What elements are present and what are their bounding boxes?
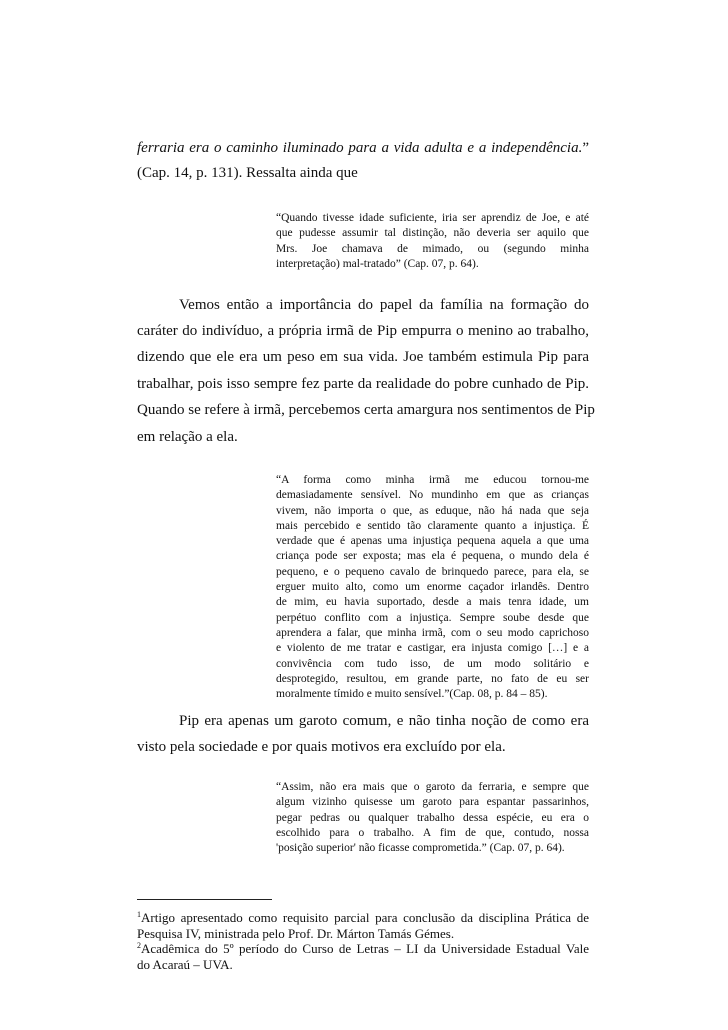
quote-line: pequeno, e o pequeno cavalo de brinquedo parece, para ela, se [276,565,589,578]
intro-line-2: (Cap. 14, p. 131). Ressalta ainda que [137,165,358,181]
quote-line: desprotegido, resultou, em grande parte, no fato de eu ser [276,672,589,685]
quote-line: verdade que é apenas uma injustiça pequena aquela a que uma [276,535,589,548]
quote-line: criança pode ser exposta; mas ela é pequena, o mundo dela é [276,550,589,563]
quote-line: escolhido para o trabalho. A fim de que, contudo, nossa [276,826,589,839]
quote-line: de mim, eu havia suportado, desde a mais tenra idade, um [276,596,589,609]
paragraph-2-line: Pip era apenas um garoto comum, e não tinha noção de como era [179,713,589,729]
quote-line: aprendera a falar, que minha irmã, com o seu modo caprichoso [276,626,589,639]
paragraph-1-line: Quando se refere à irmã, percebemos certa amargura nos sentimentos de Pip [137,402,595,418]
quote-line: pegar pedras ou qualquer trabalho dessa espécie, eu era o [276,811,589,824]
quote-line: moralmente tímido e muito sensível.”(Cap. 08, p. 84 – 85). [276,688,548,701]
quote-line: “A forma como minha irmã me educou tornou-me [276,474,589,486]
quote-line: mais percebido e sentido tão claramente quanto a injustiça. É [276,519,589,532]
quote-line: interpretação) mal-tratado” (Cap. 07, p. 64). [276,257,479,270]
quote-line: algum vizinho quisesse um garoto para espantar passarinhos, [276,796,589,809]
footnote-1-text: Artigo apresentado como requisito parcial para conclusão da disciplina Prática de [141,910,589,925]
footnote-1-line-2: Pesquisa IV, ministrada pelo Prof. Dr. Márton Tamás Gémes. [137,926,455,941]
quote-line: vivem, não importa o que, as eduque, não há nada que seja [276,504,589,517]
footnote-separator [137,899,272,900]
block-quote-2 [276,473,589,702]
quote-line: Mrs. Joe chamava de mimado, ou (segundo minha [276,242,589,255]
quote-line: convivência com tudo isso, de um modo solitário e [276,657,589,670]
paragraph-1-line: trabalhar, pois isso sempre fez parte da realidade do pobre cunhado de Pip. [137,376,589,392]
intro-close-quote: ” [582,140,589,156]
intro-line-1 [137,139,589,157]
paragraph-1-line: Vemos então a importância do papel da família na formação do [179,297,589,313]
quote-line: “Quando tivesse idade suficiente, iria ser aprendiz de Joe, e até [276,212,589,224]
paragraph-1-line: caráter do indivíduo, a própria irmã de Pip empurra o menino ao trabalho, [137,323,589,339]
quote-line: “Assim, não era mais que o garoto da ferraria, e sempre que [276,781,589,793]
quote-line: perpétuo conflito com a injustiça. Sempre soube desde que [276,611,589,624]
footnote-2-text: Acadêmica do 5º período do Curso de Letras – LI da Universidade Estadual Vale [141,941,589,956]
footnote-2-line-2: do Acaraú – UVA. [137,957,233,972]
paragraph-1-line: dizendo que ele era um peso em sua vida. Joe também estimula Pip para [137,349,589,365]
quote-line: que pudesse assumir tal distinção, não deveria ser aquilo que [276,227,589,240]
quote-line: 'posição superior' não ficasse comprometida.” (Cap. 07, p. 64). [276,842,565,855]
quote-line: erguer muito alto, como um enorme caçador irlandês. Dentro [276,581,589,594]
paragraph-1-line: em relação a ela. [137,429,238,445]
intro-italic-text: ferraria era o caminho iluminado para a vida adulta e a independência. [137,140,583,156]
footnote-1-mark: 1 [137,910,141,919]
footnote-2-mark: 2 [137,941,141,950]
quote-line: e violento de me tratar e castigar, era injusta comigo […] e a [276,642,589,655]
paragraph-2-line: visto pela sociedade e por quais motivos era excluído por ela. [137,739,506,755]
quote-line: demasiadamente sensível. No mundinho em que as crianças [276,489,589,502]
block-quote-1 [276,211,589,272]
block-quote-3 [276,780,589,856]
footnote-1-line-1 [137,910,589,925]
footnote-2-line-1 [137,941,589,956]
